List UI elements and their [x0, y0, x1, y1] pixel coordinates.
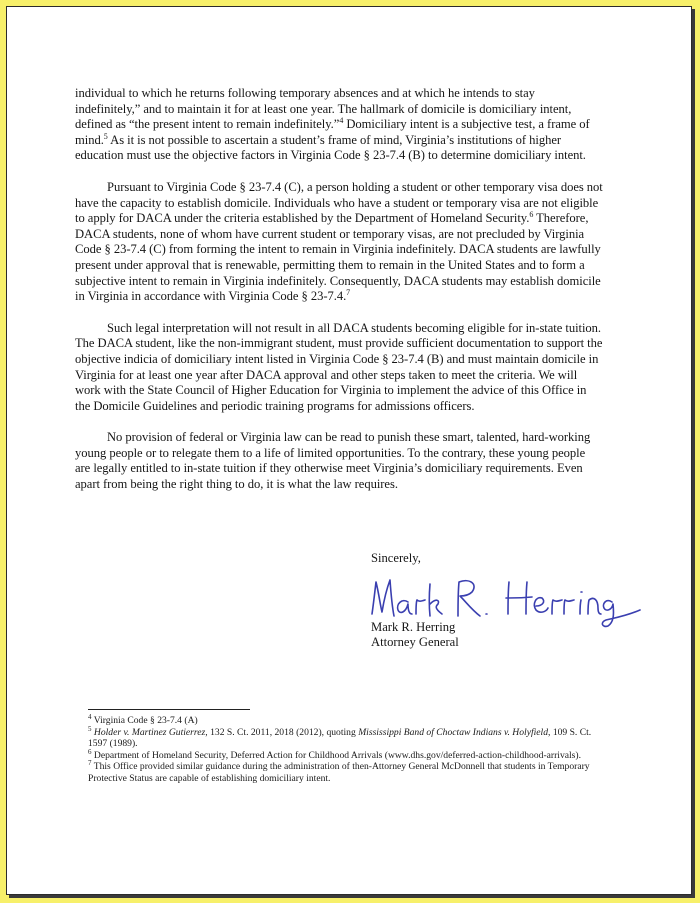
letter-body [75, 86, 603, 509]
footnote-ref: 4 [339, 116, 344, 125]
footnote-5: $^5$ Holder v. Martinez Gutierrez, 132 S. Ct. 2011, 2018 (2012), quoting Mississippi Band of Choctaw Indians v. Holyfield, 109 S. Ct. 1597 (1989). [88, 724, 592, 750]
footnote-6: $^6$ Department of Homeland Security, Deferred Action for Childhood Arrivals (www.dhs.gov/deferred-action-childhood-arrivals). [88, 747, 581, 761]
paragraph-conclusion: No provision of federal or Virginia law can be read to punish these smart, talented, hard-working young people or to relegate them to a life of limited opportunities. To the contrary, these young people are legally entitled to in-state tuition if they otherwise meet Virginia’s domiciliary requirements. Even apart from being the right thing to do, it is what the law requires. [75, 430, 591, 492]
footnote-ref: 5 [103, 131, 108, 141]
footnote-ref: 6 [529, 209, 534, 219]
signer-title: Attorney General [371, 635, 459, 649]
paragraph-domicile-definition: individual to which he returns following temporary absences and at which he intends to stay indefinitely,” and to maintain it for at least one year. The hallmark of domicile is domiciliary intent, defined as “the present intent to remain indefinitely.”$^4$ Domiciliary intent is a subjective test, a frame of mind.$^5$ As it is not possible to ascertain a student’s frame of mind, Virginia’s institutions of higher education must use the objective factors in Virginia Code § 23-7.4 (B) to determine domiciliary intent. [75, 86, 590, 163]
footnote-4: $^4$ Virginia Code § 23-7.4 (A) [88, 712, 198, 726]
footnotes [88, 712, 608, 785]
footnote-7: $^7$ This Office provided similar guidance during the administration of then-Attorney General McDonnell that students in Temporary Protective Status are capable of establishing domiciliary intent. [88, 759, 590, 784]
closing-salutation: Sincerely, [371, 551, 421, 565]
signer-name: Mark R. Herring [371, 620, 456, 634]
paragraph-visa-capacity: Pursuant to Virginia Code § 23-7.4 (C), a person holding a student or other temporary visa does not have the capacity to establish domicile. Individuals who have a student or temporary visa are not eligible to apply for DACA under the criteria established by the Department of Homeland Security.$^6$ Therefore, DACA students, none of whom have current student or temporary visas, are not precluded by Virginia Code § 23-7.4 (C) from forming the intent to remain in Virginia indefinitely. DACA students are lawfully present under approval that is renewable, permitting them to remain in the United States and to form a subjective intent to remain in Virginia indefinitely. Consequently, DACA students may establish domicile in Virginia in accordance with Virginia Code § 23-7.4.$^7$ [75, 179, 603, 304]
footnote-divider [88, 709, 250, 710]
paragraph-legal-interpretation: Such legal interpretation will not result in all DACA students becoming eligible for in-state tuition. The DACA student, like the non-immigrant student, must provide sufficient documentation to support the objective indicia of domiciliary intent listed in Virginia Code § 23-7.4 (B) and must maintain domicile in Virginia for at least one year after DACA approval and other steps taken to meet the criteria. We will work with the State Council of Higher Education for Virginia to implement the advice of this Office in the Domicile Guidelines and periodic training programs for admissions officers. [75, 320, 603, 413]
footnote-ref: 7 [346, 287, 351, 297]
